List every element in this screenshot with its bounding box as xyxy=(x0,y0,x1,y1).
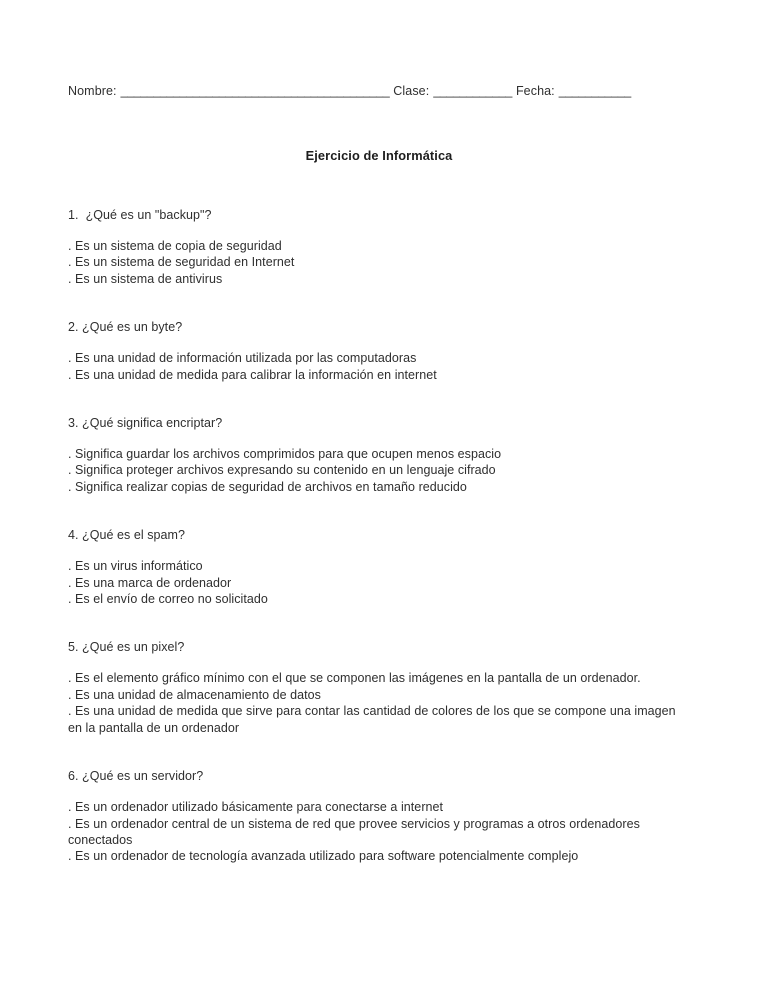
question-text: 6. ¿Qué es un servidor? xyxy=(68,769,204,784)
question-block-3 xyxy=(68,415,690,495)
option-item[interactable]: . Es un ordenador de tecnología avanzada utilizado para software potencialmente complejo xyxy=(68,849,579,864)
option-list xyxy=(68,238,690,287)
option-item[interactable]: . Es un virus informático xyxy=(68,559,203,574)
question-text: 2. ¿Qué es un byte? xyxy=(68,320,183,335)
option-list xyxy=(68,350,690,383)
option-item[interactable]: . Significa proteger archivos expresando su contenido en un lenguaje cifrado xyxy=(68,463,496,478)
name-label: Nombre: xyxy=(68,84,117,98)
page-title: Ejercicio de Informática xyxy=(305,148,453,163)
document-content xyxy=(68,82,690,865)
question-text: 1. ¿Qué es un "backup"? xyxy=(68,208,212,222)
question-block-2 xyxy=(68,319,690,383)
question-block-5 xyxy=(68,639,690,736)
question-text: 5. ¿Qué es un pixel? xyxy=(68,640,185,655)
question-block-1 xyxy=(68,207,690,287)
option-item[interactable]: . Significa guardar los archivos comprimidos para que ocupen menos espacio xyxy=(68,447,502,462)
option-item[interactable]: . Es un ordenador central de un sistema de red que provee servicios y programas a otros ordenadores conectados xyxy=(68,816,640,847)
question-block-4 xyxy=(68,527,690,607)
option-list xyxy=(68,799,690,865)
student-info-line xyxy=(68,82,690,100)
question-block-6 xyxy=(68,768,690,865)
class-label: Clase: xyxy=(393,84,430,98)
option-item[interactable]: . Es un sistema de copia de seguridad xyxy=(68,239,282,253)
name-blank[interactable]: _________________________________________ xyxy=(120,84,390,98)
question-text: 4. ¿Qué es el spam? xyxy=(68,528,185,543)
option-item[interactable]: . Es el elemento gráfico mínimo con el que se componen las imágenes en la pantalla de un ordenador. xyxy=(68,671,641,686)
option-item[interactable]: . Es una marca de ordenador xyxy=(68,575,232,590)
date-label: Fecha: xyxy=(515,84,555,98)
option-list xyxy=(68,558,690,607)
class-blank[interactable]: ____________ xyxy=(433,84,512,98)
option-item[interactable]: . Significa realizar copias de seguridad de archivos en tamaño reducido xyxy=(68,479,467,494)
option-item[interactable]: . Es el envío de correo no solicitado xyxy=(68,592,268,607)
option-item[interactable]: . Es una unidad de información utilizada por las computadoras xyxy=(68,351,417,366)
option-list xyxy=(68,670,690,736)
option-list xyxy=(68,446,690,495)
option-item[interactable]: . Es una unidad de medida que sirve para contar las cantidad de colores de los que se compone una imagen en la pantalla de un ordenador xyxy=(68,704,676,735)
question-text: 3. ¿Qué significa encriptar? xyxy=(68,416,223,431)
date-blank[interactable]: ___________ xyxy=(558,84,631,98)
option-item[interactable]: . Es un sistema de antivirus xyxy=(68,271,223,286)
option-item[interactable]: . Es una unidad de almacenamiento de datos xyxy=(68,687,321,702)
option-item[interactable]: . Es una unidad de medida para calibrar la información en internet xyxy=(68,367,437,382)
question-list xyxy=(68,207,690,865)
option-item[interactable]: . Es un ordenador utilizado básicamente para conectarse a internet xyxy=(68,800,444,815)
option-item[interactable]: . Es un sistema de seguridad en Internet xyxy=(68,255,295,270)
